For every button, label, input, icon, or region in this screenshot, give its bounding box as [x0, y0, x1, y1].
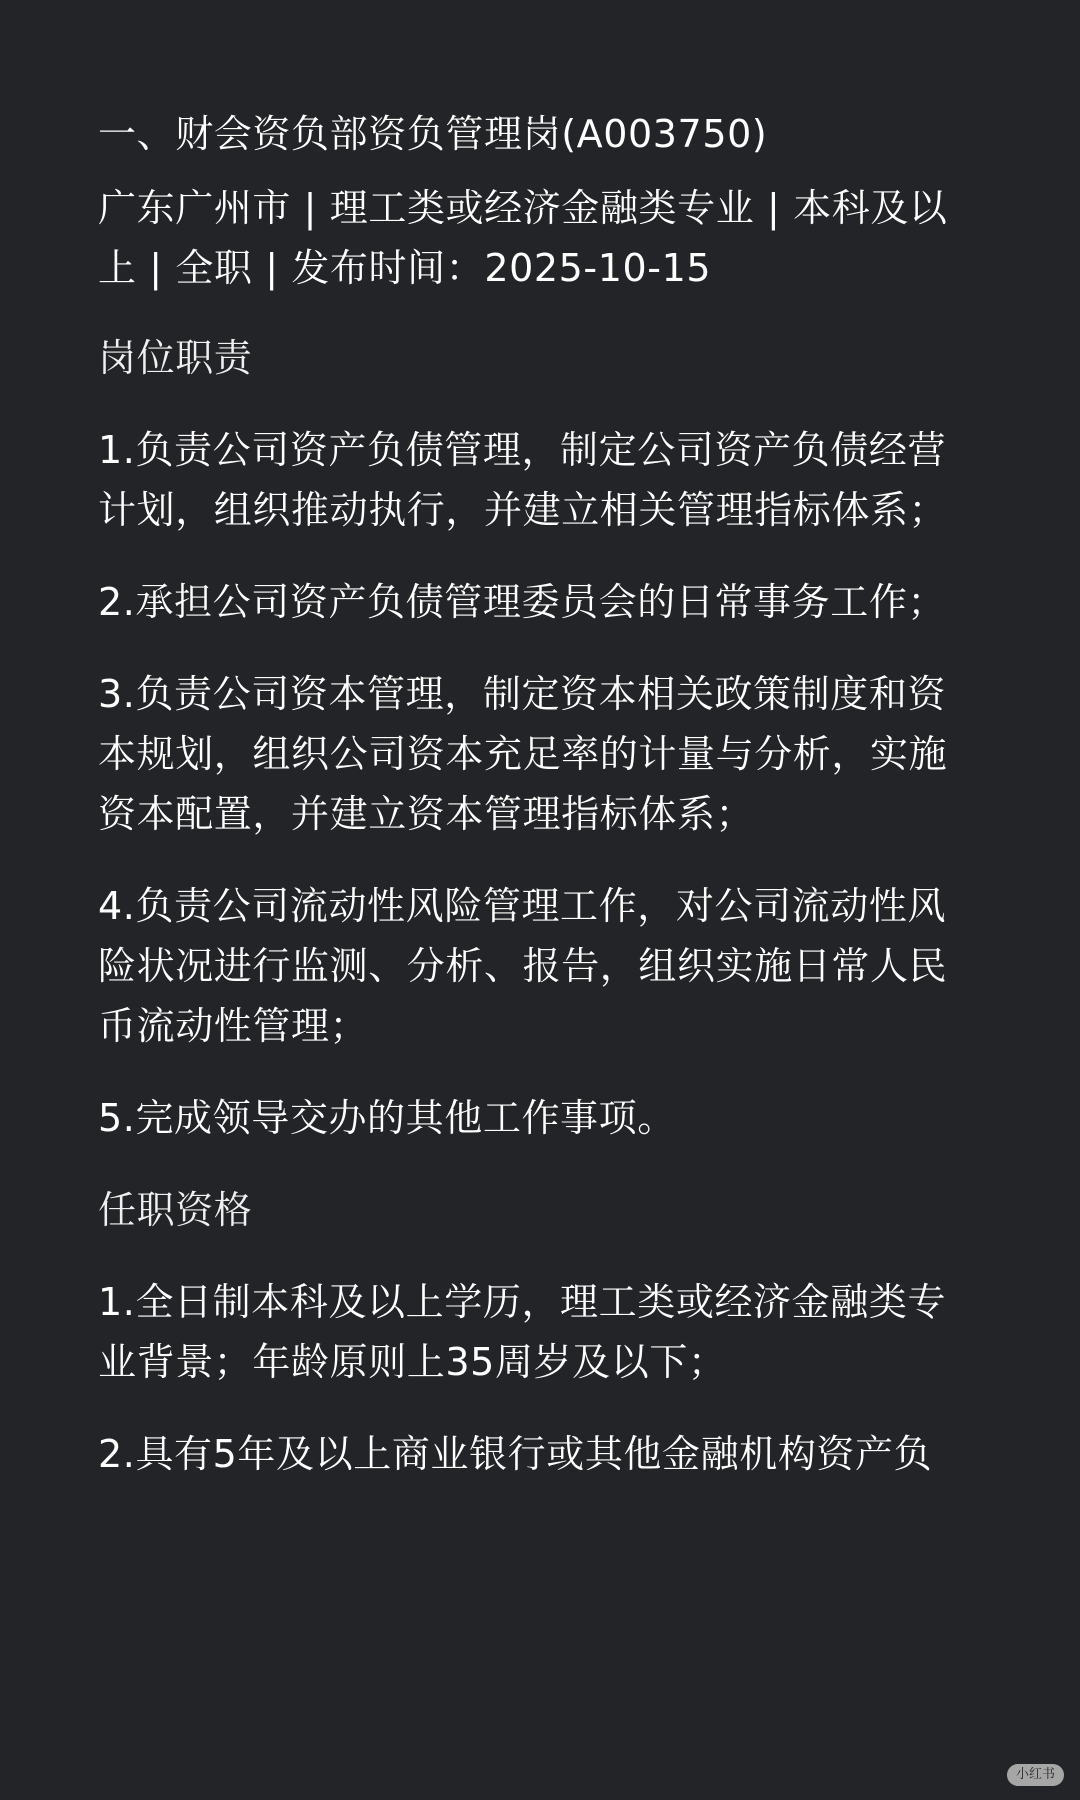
job-title: 一、财会资负部资负管理岗(A003750): [98, 112, 768, 156]
duty-4-line-1: 4.负责公司流动性风险管理工作，对公司流动性风: [98, 884, 947, 928]
duty-4-line-3: 币流动性管理；: [98, 1004, 369, 1048]
duty-1-line-1: 1.负责公司资产负债管理，制定公司资产负债经营: [98, 428, 947, 472]
duty-3-line-3: 资本配置，并建立资本管理指标体系；: [98, 792, 755, 836]
duty-2-line-1: 2.承担公司资产负债管理委员会的日常事务工作；: [98, 580, 947, 624]
duty-5-line-1: 5.完成领导交办的其他工作事项。: [98, 1096, 676, 1140]
duty-3-line-2: 本规划，组织公司资本充足率的计量与分析，实施: [98, 732, 948, 776]
watermark-badge: 小红书: [1007, 1764, 1064, 1786]
qualifications-heading: 任职资格: [98, 1188, 253, 1232]
qualification-1-line-1: 1.全日制本科及以上学历，理工类或经济金融类专: [98, 1280, 947, 1324]
job-meta-line-2: 上 | 全职 | 发布时间：2025-10-15: [98, 246, 712, 290]
duty-1-line-2: 计划，组织推动执行，并建立相关管理指标体系；: [98, 488, 948, 532]
qualification-1-line-2: 业背景；年龄原则上35周岁及以下；: [98, 1340, 727, 1384]
duty-4-line-2: 险状况进行监测、分析、报告，组织实施日常人民: [98, 944, 948, 988]
qualification-2-line-1: 2.具有5年及以上商业银行或其他金融机构资产负: [98, 1432, 933, 1476]
job-meta-line-1: 广东广州市 | 理工类或经济金融类专业 | 本科及以: [98, 186, 948, 230]
duties-heading: 岗位职责: [98, 336, 253, 380]
duty-3-line-1: 3.负责公司资本管理，制定资本相关政策制度和资: [98, 672, 947, 716]
